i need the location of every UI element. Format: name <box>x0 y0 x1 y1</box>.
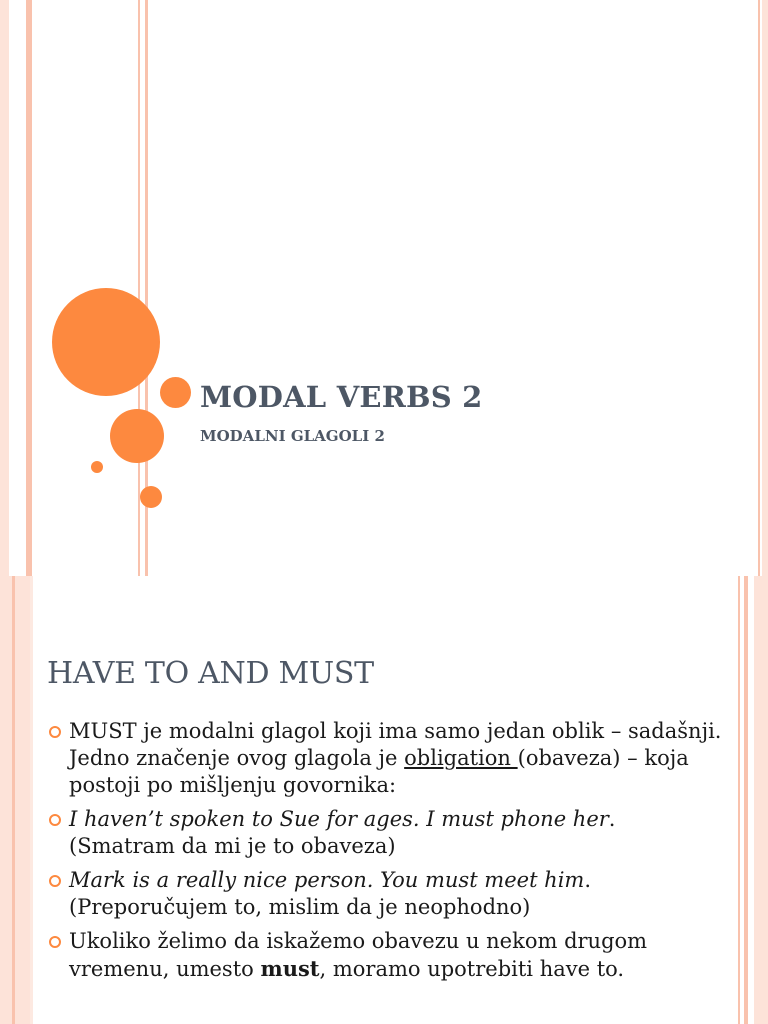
content-slide <box>0 576 768 1024</box>
ring-bullet-icon <box>49 875 61 887</box>
example-note: (Smatram da mi je to obaveza) <box>69 834 396 858</box>
example-sentence: I haven’t spoken to Sue for ages. I must phone her <box>69 807 609 831</box>
left-decor-stripe <box>12 576 15 1024</box>
list-item <box>47 867 737 921</box>
bullet-text-part: MUST je modalni glagol koji ima samo jedan oblik – sadašnji. Jedno značenje ovog glagola je <box>69 719 722 770</box>
example-sentence: Mark is a really nice person. You must meet him <box>69 868 585 892</box>
ring-bullet-icon <box>49 726 61 738</box>
ring-bullet-icon <box>49 814 61 826</box>
left-decor-edge <box>30 576 33 1024</box>
medium-circle-decoration <box>110 409 164 463</box>
right-decor-stripe <box>758 0 760 576</box>
list-item <box>47 806 737 860</box>
small-circle-decoration <box>160 377 191 408</box>
slide-subtitle: MODALNI GLAGOLI 2 <box>200 427 385 445</box>
bullet-list <box>47 718 737 990</box>
left-decor-stripe <box>26 0 32 576</box>
example-note: (Preporučujem to, mislim da je neophodno) <box>69 895 531 919</box>
bullet-text <box>69 806 737 860</box>
bullet-text-part: . <box>608 807 616 831</box>
right-decor-stripe <box>738 576 740 1024</box>
bullet-text-part: . <box>584 868 592 892</box>
slide-heading: HAVE TO AND MUST <box>47 656 374 691</box>
bullet-text-part: , moramo upotrebiti have to. <box>319 957 625 981</box>
right-decor-stripe <box>744 576 748 1024</box>
bold-term: must <box>260 956 320 981</box>
right-decor-band <box>762 0 768 576</box>
decor-stripe <box>138 0 140 576</box>
list-item <box>47 928 737 983</box>
left-decor-band <box>0 0 9 576</box>
slide-title: MODAL VERBS 2 <box>200 380 483 414</box>
bullet-text-part: (obaveza) – koja postoji po mišljenju govornika: <box>69 746 689 797</box>
large-circle-decoration <box>52 288 160 396</box>
left-decor-band <box>0 576 30 1024</box>
list-item <box>47 718 737 799</box>
bullet-text <box>69 718 737 799</box>
bullet-text-part: Ukoliko želimo da iskažemo obavezu u nekom drugom vremenu, umesto <box>69 929 648 981</box>
right-decor-band <box>754 576 768 1024</box>
small-circle-decoration <box>140 486 162 508</box>
bullet-text <box>69 928 737 983</box>
bullet-text <box>69 867 737 921</box>
ring-bullet-icon <box>49 936 61 948</box>
tiny-circle-decoration <box>91 461 103 473</box>
underlined-term: obligation <box>404 746 518 770</box>
